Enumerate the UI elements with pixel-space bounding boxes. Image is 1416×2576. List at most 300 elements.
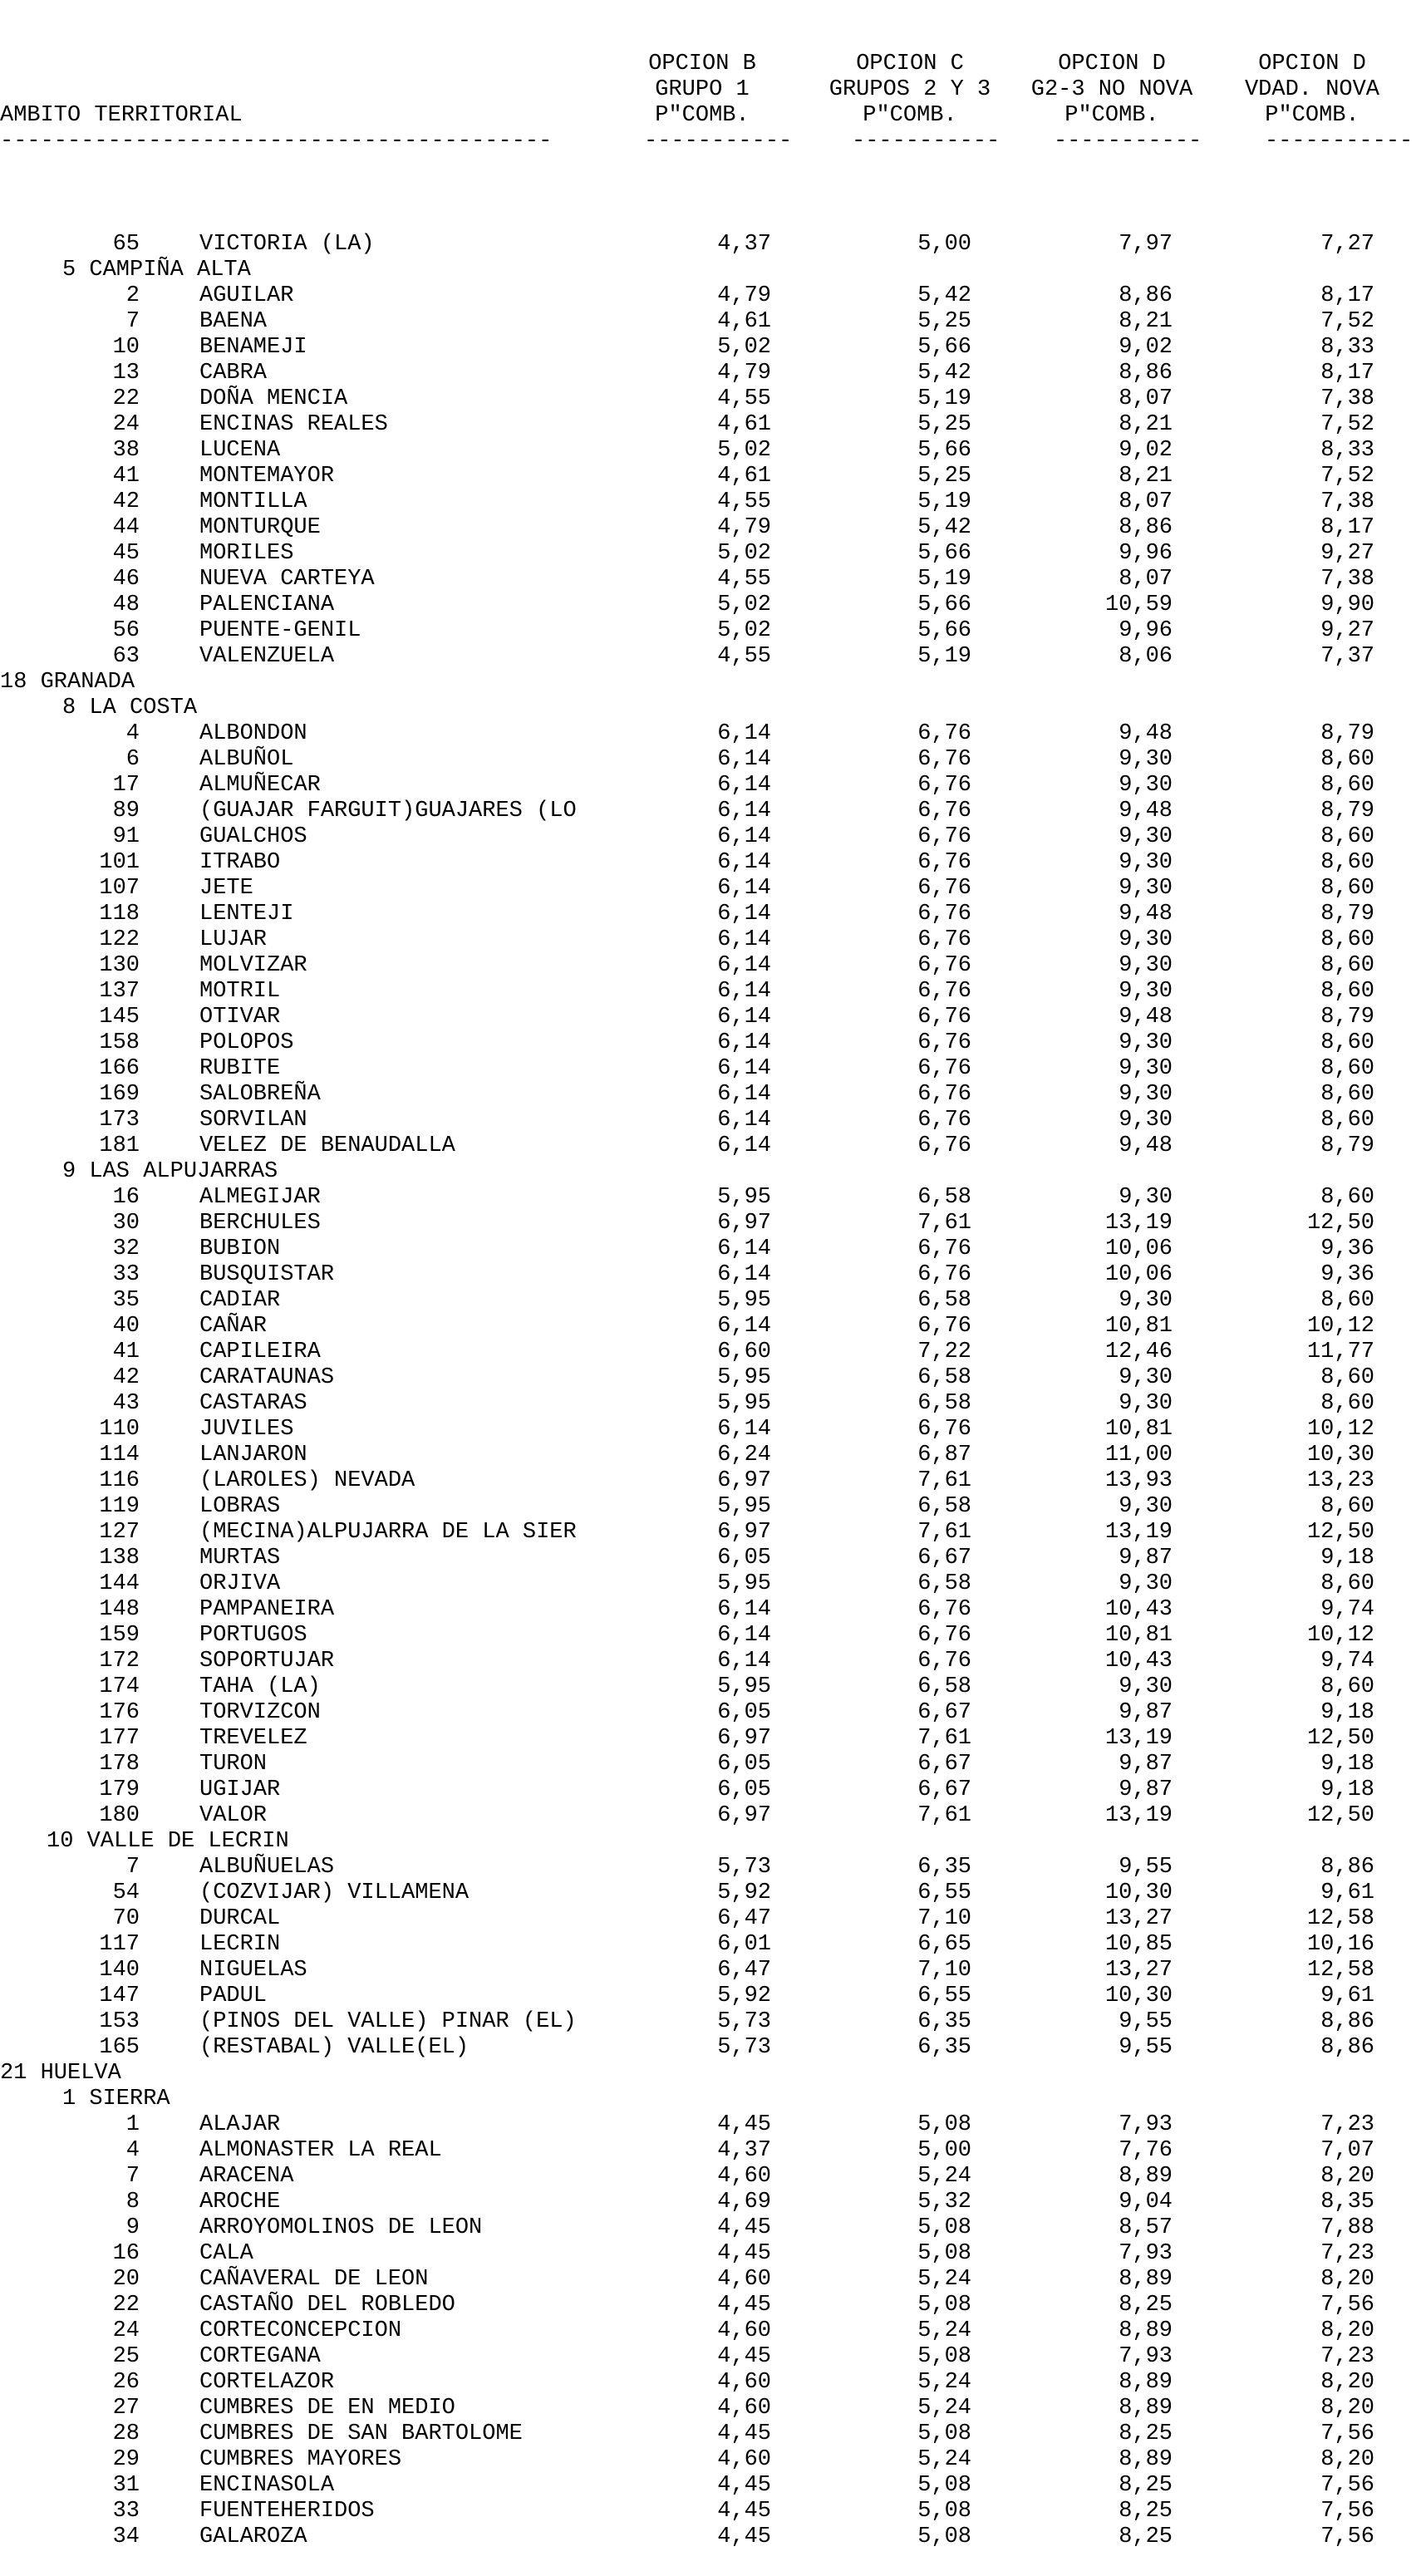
municipality-name: SORVILAN [199, 1108, 307, 1133]
value-col-3: 7,76 [1119, 2138, 1173, 2163]
municipality-row [0, 1932, 1416, 1958]
municipality-code: 176 [99, 1700, 140, 1725]
value-col-3: 8,25 [1119, 2473, 1173, 2498]
municipality-name: AROCHE [199, 2190, 281, 2215]
value-col-3: 13,19 [1104, 1211, 1173, 1236]
value-col-2: 5,66 [917, 592, 971, 617]
value-col-3: 11,00 [1104, 1443, 1173, 1467]
value-col-2: 6,55 [917, 1984, 971, 2008]
municipality-code: 173 [99, 1108, 140, 1133]
value-col-3: 8,21 [1119, 412, 1173, 437]
value-col-3: 9,02 [1119, 438, 1173, 463]
municipality-code: 34 [112, 2524, 140, 2549]
municipality-code: 24 [112, 2318, 140, 2343]
separator-name: ----------------------------------------- [0, 129, 553, 154]
value-col-2: 5,24 [917, 2447, 971, 2472]
value-col-3: 8,57 [1119, 2215, 1173, 2240]
value-col-1: 6,05 [717, 1752, 771, 1777]
municipality-name: OTIVAR [199, 1005, 281, 1030]
value-col-2: 6,76 [917, 1649, 971, 1674]
province-label: 21 HUELVA [0, 2061, 121, 2086]
column-header-1: P"COMB. [655, 103, 750, 128]
municipality-name: ITRABO [199, 850, 281, 875]
municipality-code: 10 [112, 335, 140, 360]
value-col-2: 5,66 [917, 541, 971, 566]
municipality-name: BAENA [199, 309, 268, 334]
value-col-3: 10,30 [1104, 1984, 1173, 2008]
value-col-2: 5,25 [917, 412, 971, 437]
zone-label: 9 LAS ALPUJARRAS [62, 1159, 278, 1184]
value-col-4: 9,36 [1320, 1262, 1374, 1287]
value-col-1: 4,61 [717, 464, 771, 489]
value-col-1: 6,14 [717, 927, 771, 952]
municipality-code: 7 [125, 309, 140, 334]
municipality-name: ALMONASTER LA REAL [199, 2138, 442, 2163]
value-col-4: 9,18 [1320, 1546, 1374, 1571]
value-col-3: 9,30 [1119, 1288, 1173, 1313]
municipality-row [0, 1623, 1416, 1649]
municipality-name: CORTECONCEPCION [199, 2318, 402, 2343]
value-col-3: 9,30 [1119, 1571, 1173, 1596]
municipality-code: 2 [125, 283, 140, 308]
value-col-4: 8,86 [1320, 2035, 1374, 2060]
value-col-2: 6,35 [917, 2009, 971, 2034]
value-col-3: 13,19 [1104, 1520, 1173, 1545]
value-col-3: 12,46 [1104, 1340, 1173, 1364]
municipality-row [0, 1417, 1416, 1443]
municipality-code: 25 [112, 2344, 140, 2369]
value-col-1: 4,37 [717, 2138, 771, 2163]
municipality-code: 42 [112, 489, 140, 514]
value-col-1: 4,79 [717, 361, 771, 386]
municipality-code: 43 [112, 1391, 140, 1416]
municipality-code: 31 [112, 2473, 140, 2498]
value-col-4: 7,07 [1320, 2138, 1374, 2163]
value-col-2: 7,10 [917, 1958, 971, 1983]
value-col-4: 9,36 [1320, 1236, 1374, 1261]
municipality-row [0, 1777, 1416, 1803]
municipality-row [0, 335, 1416, 361]
value-col-3: 9,30 [1119, 824, 1173, 849]
value-col-1: 4,79 [717, 283, 771, 308]
value-col-2: 5,19 [917, 386, 971, 411]
municipality-code: 28 [112, 2421, 140, 2446]
value-col-3: 13,19 [1104, 1726, 1173, 1751]
value-col-4: 8,60 [1320, 1391, 1374, 1416]
municipality-code: 130 [99, 953, 140, 978]
value-col-4: 7,23 [1320, 2344, 1374, 2369]
municipality-code: 89 [112, 799, 140, 823]
municipality-row [0, 1468, 1416, 1494]
value-col-1: 6,14 [717, 1056, 771, 1081]
value-col-4: 8,60 [1320, 1082, 1374, 1107]
value-col-1: 6,14 [717, 1314, 771, 1339]
value-col-1: 6,14 [717, 799, 771, 823]
municipality-row [0, 1880, 1416, 1906]
value-col-4: 9,90 [1320, 592, 1374, 617]
value-col-1: 4,45 [717, 2524, 771, 2549]
value-col-3: 8,25 [1119, 2524, 1173, 2549]
value-col-4: 9,74 [1320, 1649, 1374, 1674]
municipality-code: 26 [112, 2370, 140, 2395]
municipality-row [0, 1133, 1416, 1159]
value-col-1: 6,14 [717, 1005, 771, 1030]
value-col-1: 4,55 [717, 386, 771, 411]
value-col-4: 10,30 [1306, 1443, 1374, 1467]
value-col-3: 7,97 [1119, 232, 1173, 257]
value-col-1: 5,73 [717, 2009, 771, 2034]
value-col-3: 7,93 [1119, 2112, 1173, 2137]
municipality-code: 118 [99, 902, 140, 927]
municipality-name: ALBONDON [199, 721, 307, 746]
province-heading [0, 2061, 1416, 2087]
municipality-row [0, 1314, 1416, 1340]
municipality-row [0, 2396, 1416, 2421]
municipality-code: 46 [112, 567, 140, 592]
value-col-2: 6,76 [917, 927, 971, 952]
municipality-code: 178 [99, 1752, 140, 1777]
municipality-code: 22 [112, 386, 140, 411]
value-col-3: 9,87 [1119, 1700, 1173, 1725]
value-col-1: 6,14 [717, 979, 771, 1004]
municipality-row [0, 2190, 1416, 2215]
value-col-2: 6,58 [917, 1365, 971, 1390]
municipality-name: CORTELAZOR [199, 2370, 335, 2395]
value-col-3: 9,30 [1119, 1108, 1173, 1133]
municipality-row [0, 1803, 1416, 1829]
value-col-3: 9,48 [1119, 799, 1173, 823]
value-col-2: 6,76 [917, 1005, 971, 1030]
zone-heading [0, 2087, 1416, 2112]
value-col-1: 4,61 [717, 309, 771, 334]
value-col-2: 5,42 [917, 515, 971, 540]
municipality-name: (COZVIJAR) VILLAMENA [199, 1880, 470, 1905]
column-header-2: P"COMB. [863, 103, 957, 128]
value-col-3: 13,19 [1104, 1803, 1173, 1828]
value-col-2: 6,67 [917, 1700, 971, 1725]
municipality-code: 35 [112, 1288, 140, 1313]
value-col-2: 7,61 [917, 1211, 971, 1236]
municipality-code: 165 [99, 2035, 140, 2060]
value-col-2: 5,00 [917, 2138, 971, 2163]
municipality-row [0, 361, 1416, 386]
value-col-2: 6,65 [917, 1932, 971, 1957]
value-col-2: 6,76 [917, 799, 971, 823]
municipality-row [0, 2112, 1416, 2138]
municipality-code: 145 [99, 1005, 140, 1030]
value-col-1: 4,55 [717, 567, 771, 592]
value-col-3: 10,43 [1104, 1597, 1173, 1622]
value-col-3: 9,87 [1119, 1752, 1173, 1777]
value-col-2: 5,32 [917, 2190, 971, 2215]
municipality-row [0, 2241, 1416, 2267]
value-col-1: 4,60 [717, 2318, 771, 2343]
value-col-1: 5,95 [717, 1494, 771, 1519]
value-col-2: 6,76 [917, 1623, 971, 1648]
municipality-name: MONTURQUE [199, 515, 321, 540]
zone-label: 1 SIERRA [62, 2087, 170, 2111]
municipality-name: TURON [199, 1752, 268, 1777]
value-col-4: 12,50 [1306, 1520, 1374, 1545]
value-col-4: 8,60 [1320, 1288, 1374, 1313]
municipality-row [0, 1005, 1416, 1030]
municipality-code: 17 [112, 773, 140, 798]
column-header-2: OPCION C [856, 52, 964, 76]
value-col-2: 5,25 [917, 309, 971, 334]
value-col-3: 9,48 [1119, 902, 1173, 927]
value-col-2: 6,58 [917, 1288, 971, 1313]
value-col-1: 6,24 [717, 1443, 771, 1467]
value-col-1: 4,45 [717, 2215, 771, 2240]
value-col-2: 5,08 [917, 2344, 971, 2369]
value-col-4: 9,74 [1320, 1597, 1374, 1622]
municipality-name: ALMEGIJAR [199, 1185, 321, 1210]
municipality-row [0, 1752, 1416, 1777]
value-col-1: 4,37 [717, 232, 771, 257]
column-header-3: P"COMB. [1064, 103, 1159, 128]
municipality-name: ARACENA [199, 2164, 294, 2189]
municipality-code: 8 [125, 2190, 140, 2215]
value-col-3: 9,30 [1119, 876, 1173, 901]
value-col-3: 7,93 [1119, 2241, 1173, 2266]
value-col-2: 5,42 [917, 361, 971, 386]
value-col-1: 6,47 [717, 1958, 771, 1983]
municipality-row [0, 1288, 1416, 1314]
value-col-3: 9,30 [1119, 953, 1173, 978]
municipality-name: AGUILAR [199, 283, 294, 308]
municipality-row [0, 1211, 1416, 1236]
value-col-1: 6,14 [717, 773, 771, 798]
value-col-2: 6,58 [917, 1494, 971, 1519]
municipality-row [0, 2421, 1416, 2447]
value-col-4: 9,61 [1320, 1880, 1374, 1905]
value-col-4: 8,60 [1320, 824, 1374, 849]
municipality-name: PALENCIANA [199, 592, 335, 617]
value-col-2: 6,76 [917, 902, 971, 927]
municipality-name: (LAROLES) NEVADA [199, 1468, 415, 1493]
column-header-2: GRUPOS 2 Y 3 [828, 77, 991, 102]
value-col-2: 5,24 [917, 2267, 971, 2292]
value-col-2: 6,58 [917, 1674, 971, 1699]
value-col-3: 9,30 [1119, 1365, 1173, 1390]
report-header [0, 52, 1416, 180]
value-col-2: 5,08 [917, 2293, 971, 2318]
value-col-2: 6,76 [917, 747, 971, 772]
municipality-code: 20 [112, 2267, 140, 2292]
municipality-name: LUJAR [199, 927, 268, 952]
value-col-1: 4,60 [717, 2396, 771, 2421]
municipality-code: 13 [112, 361, 140, 386]
municipality-row [0, 1958, 1416, 1984]
value-col-2: 5,19 [917, 644, 971, 669]
value-col-2: 6,76 [917, 1417, 971, 1442]
value-col-3: 8,89 [1119, 2447, 1173, 2472]
municipality-row [0, 1700, 1416, 1726]
value-col-3: 9,30 [1119, 927, 1173, 952]
value-col-2: 7,61 [917, 1520, 971, 1545]
value-col-4: 9,18 [1320, 1777, 1374, 1802]
value-col-4: 7,38 [1320, 386, 1374, 411]
value-col-4: 8,60 [1320, 1185, 1374, 1210]
municipality-name: CAÑAVERAL DE LEON [199, 2267, 429, 2292]
value-col-2: 6,76 [917, 1030, 971, 1055]
value-col-4: 12,50 [1306, 1726, 1374, 1751]
municipality-name: ENCINASOLA [199, 2473, 335, 2498]
value-col-1: 4,60 [717, 2370, 771, 2395]
municipality-row [0, 1185, 1416, 1211]
value-col-4: 8,60 [1320, 1571, 1374, 1596]
municipality-name: ENCINAS REALES [199, 412, 388, 437]
municipality-row [0, 953, 1416, 979]
value-col-4: 7,56 [1320, 2421, 1374, 2446]
municipality-code: 119 [99, 1494, 140, 1519]
value-col-3: 8,07 [1119, 386, 1173, 411]
value-col-3: 8,89 [1119, 2318, 1173, 2343]
municipality-name: CASTAÑO DEL ROBLEDO [199, 2293, 455, 2318]
value-col-2: 5,66 [917, 438, 971, 463]
value-col-1: 6,14 [717, 1133, 771, 1158]
value-col-1: 5,02 [717, 541, 771, 566]
municipality-row [0, 1597, 1416, 1623]
municipality-name: DURCAL [199, 1906, 281, 1931]
ambito-territorial-label: AMBITO TERRITORIAL [0, 103, 243, 128]
municipality-row [0, 1262, 1416, 1288]
value-col-1: 4,45 [717, 2473, 771, 2498]
municipality-row [0, 1649, 1416, 1674]
municipality-name: GUALCHOS [199, 824, 307, 849]
value-col-2: 5,24 [917, 2164, 971, 2189]
value-col-2: 6,67 [917, 1777, 971, 1802]
value-col-3: 13,27 [1104, 1906, 1173, 1931]
value-col-1: 4,45 [717, 2241, 771, 2266]
value-col-2: 5,08 [917, 2524, 971, 2549]
value-col-3: 9,87 [1119, 1777, 1173, 1802]
value-col-4: 10,12 [1306, 1314, 1374, 1339]
header-line [0, 77, 1416, 103]
value-col-2: 6,76 [917, 824, 971, 849]
value-col-2: 6,58 [917, 1185, 971, 1210]
value-col-3: 8,89 [1119, 2396, 1173, 2421]
municipality-code: 159 [99, 1623, 140, 1648]
value-col-1: 6,05 [717, 1546, 771, 1571]
municipality-code: 174 [99, 1674, 140, 1699]
municipality-name: LECRIN [199, 1932, 281, 1957]
municipality-code: 137 [99, 979, 140, 1004]
municipality-name: UGIJAR [199, 1777, 281, 1802]
municipality-name: CORTEGANA [199, 2344, 321, 2369]
value-col-4: 8,33 [1320, 438, 1374, 463]
value-col-1: 4,45 [717, 2112, 771, 2137]
zone-label: 10 VALLE DE LECRIN [47, 1829, 289, 1854]
municipality-code: 114 [99, 1443, 140, 1467]
value-col-4: 7,56 [1320, 2499, 1374, 2524]
municipality-code: 110 [99, 1417, 140, 1442]
value-col-3: 8,89 [1119, 2164, 1173, 2189]
value-col-2: 6,76 [917, 1236, 971, 1261]
municipality-code: 41 [112, 1340, 140, 1364]
municipality-row [0, 850, 1416, 876]
municipality-code: 169 [99, 1082, 140, 1107]
municipality-name: PORTUGOS [199, 1623, 307, 1648]
value-col-2: 6,76 [917, 773, 971, 798]
municipality-name: DOÑA MENCIA [199, 386, 348, 411]
municipality-code: 65 [112, 232, 140, 257]
municipality-name: MONTILLA [199, 489, 307, 514]
municipality-row [0, 1494, 1416, 1520]
value-col-1: 6,14 [717, 1236, 771, 1261]
value-col-1: 6,14 [717, 747, 771, 772]
municipality-code: 138 [99, 1546, 140, 1571]
value-col-2: 5,19 [917, 489, 971, 514]
value-col-4: 8,17 [1320, 515, 1374, 540]
municipality-name: ALBUÑOL [199, 747, 294, 772]
municipality-name: ALBUÑUELAS [199, 1855, 335, 1880]
municipality-name: (RESTABAL) VALLE(EL) [199, 2035, 470, 2060]
value-col-3: 8,21 [1119, 464, 1173, 489]
municipality-name: BUBION [199, 1236, 281, 1261]
value-col-1: 6,14 [717, 953, 771, 978]
municipality-row [0, 1030, 1416, 1056]
municipality-code: 153 [99, 2009, 140, 2034]
value-col-2: 5,42 [917, 283, 971, 308]
value-col-3: 9,30 [1119, 1391, 1173, 1416]
value-col-3: 9,02 [1119, 335, 1173, 360]
value-col-3: 9,04 [1119, 2190, 1173, 2215]
municipality-row [0, 1571, 1416, 1597]
value-col-4: 11,77 [1306, 1340, 1374, 1364]
value-col-1: 6,14 [717, 824, 771, 849]
municipality-row [0, 644, 1416, 670]
municipality-row [0, 2009, 1416, 2035]
value-col-4: 12,50 [1306, 1211, 1374, 1236]
value-col-4: 9,27 [1320, 541, 1374, 566]
value-col-4: 7,56 [1320, 2473, 1374, 2498]
report-rows [0, 232, 1416, 2550]
value-col-2: 6,76 [917, 850, 971, 875]
value-col-3: 8,89 [1119, 2267, 1173, 2292]
value-col-1: 6,05 [717, 1700, 771, 1725]
value-col-3: 9,30 [1119, 1030, 1173, 1055]
value-col-3: 13,27 [1104, 1958, 1173, 1983]
municipality-name: FUENTEHERIDOS [199, 2499, 375, 2524]
value-col-3: 9,55 [1119, 1855, 1173, 1880]
value-col-4: 9,27 [1320, 618, 1374, 643]
value-col-1: 6,01 [717, 1932, 771, 1957]
value-col-1: 5,02 [717, 335, 771, 360]
value-col-4: 8,20 [1320, 2318, 1374, 2343]
municipality-row [0, 927, 1416, 953]
value-col-1: 5,02 [717, 592, 771, 617]
value-col-2: 6,35 [917, 1855, 971, 1880]
value-col-2: 5,25 [917, 464, 971, 489]
municipality-code: 116 [99, 1468, 140, 1493]
value-col-3: 9,48 [1119, 1133, 1173, 1158]
value-col-3: 8,06 [1119, 644, 1173, 669]
value-col-1: 4,45 [717, 2344, 771, 2369]
value-col-1: 4,60 [717, 2447, 771, 2472]
municipality-code: 172 [99, 1649, 140, 1674]
municipality-name: (GUAJAR FARGUIT)GUAJARES (LO [199, 799, 577, 823]
municipality-name: LOBRAS [199, 1494, 281, 1519]
municipality-row [0, 386, 1416, 412]
zone-heading [0, 696, 1416, 721]
zone-heading [0, 1159, 1416, 1185]
municipality-row [0, 799, 1416, 824]
municipality-name: CABRA [199, 361, 268, 386]
municipality-code: 1 [125, 2112, 140, 2137]
value-col-2: 6,67 [917, 1752, 971, 1777]
value-col-3: 8,86 [1119, 283, 1173, 308]
